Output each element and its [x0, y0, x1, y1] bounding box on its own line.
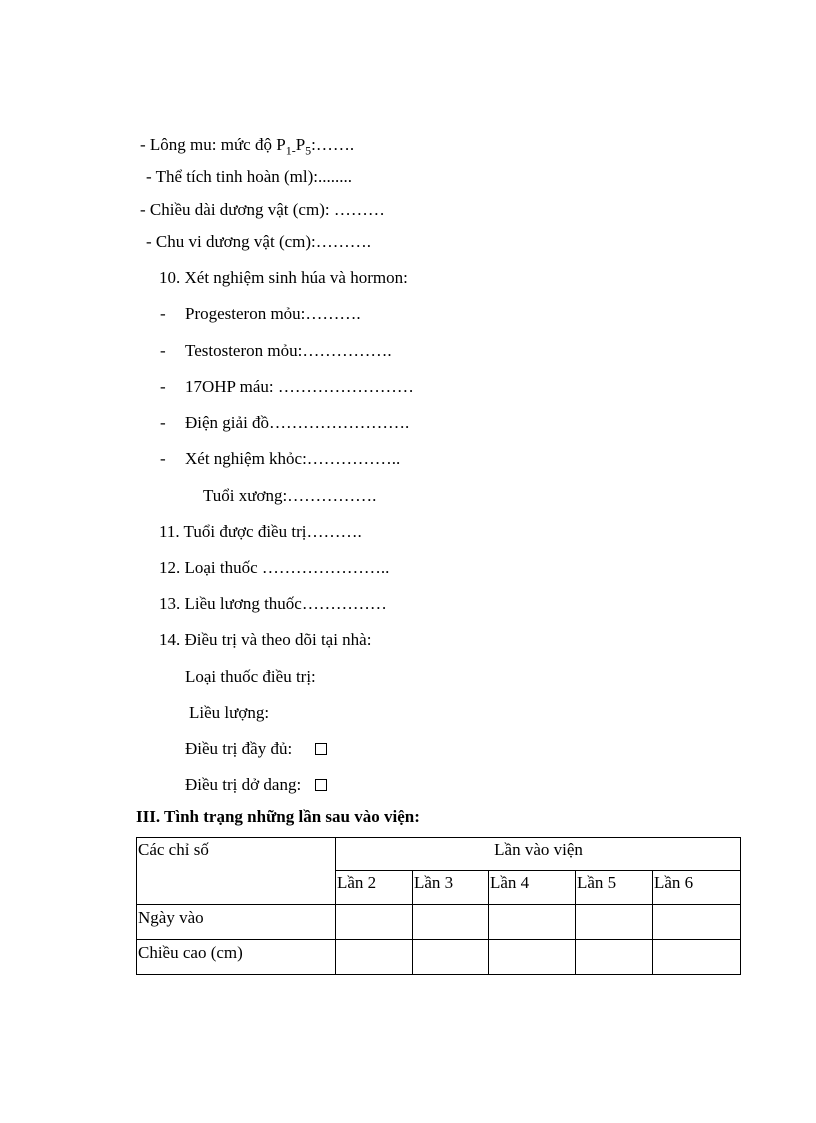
test-progesterone: Progesteron mỏu:……….: [185, 304, 361, 323]
tests-heading: 10. Xét nghiệm sinh húa và hormon:: [159, 268, 408, 287]
dosage-line: 13. Liều lương thuốc……………: [159, 594, 387, 613]
table-cell[interactable]: [336, 940, 413, 975]
table-row: [137, 940, 741, 975]
subscript-1: 1-: [285, 143, 296, 158]
incomplete-treatment-label: Điều trị dở dang:: [185, 775, 302, 794]
table-row: [137, 905, 741, 940]
bone-age-line: Tuổi xương:…………….: [203, 486, 377, 505]
pubic-hair-line: [140, 135, 354, 160]
testicular-volume-line: - Thể tích tinh hoàn (ml):........: [146, 167, 353, 186]
test-bullet: -: [160, 341, 166, 360]
test-bullet: -: [160, 449, 166, 468]
complete-treatment-line: [185, 739, 327, 759]
visit-col-2: Lần 2: [336, 871, 413, 905]
test-other: Xét nghiệm khỏc:……………..: [185, 449, 401, 468]
followup-table: [136, 837, 741, 975]
pubic-hair-dots: :…….: [311, 135, 355, 154]
table-cell[interactable]: [576, 940, 653, 975]
visit-col-5: Lần 5: [576, 871, 653, 905]
visit-header: Lần vào viện: [336, 838, 741, 871]
home-treatment-heading: 14. Điều trị và theo dõi tại nhà:: [159, 630, 372, 649]
penile-length-line: - Chiều dài dương vật (cm): ………: [140, 200, 385, 219]
test-bullet: -: [160, 377, 166, 396]
test-bullet: -: [160, 304, 166, 323]
test-bullet: -: [160, 413, 166, 432]
complete-treatment-checkbox[interactable]: [315, 743, 327, 755]
subscript-5: 5: [305, 143, 312, 158]
table-cell[interactable]: [653, 905, 741, 940]
pubic-hair-label: - Lông mu: mức độ P: [140, 135, 286, 154]
table-cell[interactable]: [336, 905, 413, 940]
section3-heading: III. Tình trạng những lần sau vào viện:: [136, 807, 420, 826]
complete-treatment-label: Điều trị đầy đủ:: [185, 739, 293, 758]
table-cell[interactable]: [413, 905, 489, 940]
table-cell[interactable]: [489, 940, 576, 975]
age-treated-line: 11. Tuổi được điều trị……….: [159, 522, 362, 541]
incomplete-treatment-line: [185, 775, 327, 795]
indicator-header: Các chỉ số: [137, 838, 336, 905]
home-drug-line: Loại thuốc điều trị:: [185, 667, 316, 686]
visit-col-6: Lần 6: [653, 871, 741, 905]
pubic-hair-mid: P: [295, 135, 306, 154]
row-label-admission-date: Ngày vào: [137, 905, 336, 940]
table-cell[interactable]: [576, 905, 653, 940]
visit-col-3: Lần 3: [413, 871, 489, 905]
row-label-height: Chiều cao (cm): [137, 940, 336, 975]
penile-circumference-line: - Chu vi dương vật (cm):……….: [146, 232, 372, 251]
table-cell[interactable]: [413, 940, 489, 975]
table-cell[interactable]: [489, 905, 576, 940]
table-cell[interactable]: [653, 940, 741, 975]
home-dose-line: Liều lượng:: [189, 703, 270, 722]
test-testosterone: Testosteron mỏu:…………….: [185, 341, 392, 360]
incomplete-treatment-checkbox[interactable]: [315, 779, 327, 791]
test-electrolytes: Điện giải đồ…………………….: [185, 413, 410, 432]
drug-type-line: 12. Loại thuốc …………………..: [159, 558, 390, 577]
visit-col-4: Lần 4: [489, 871, 576, 905]
test-17ohp: 17OHP máu: ……………………: [185, 377, 414, 396]
